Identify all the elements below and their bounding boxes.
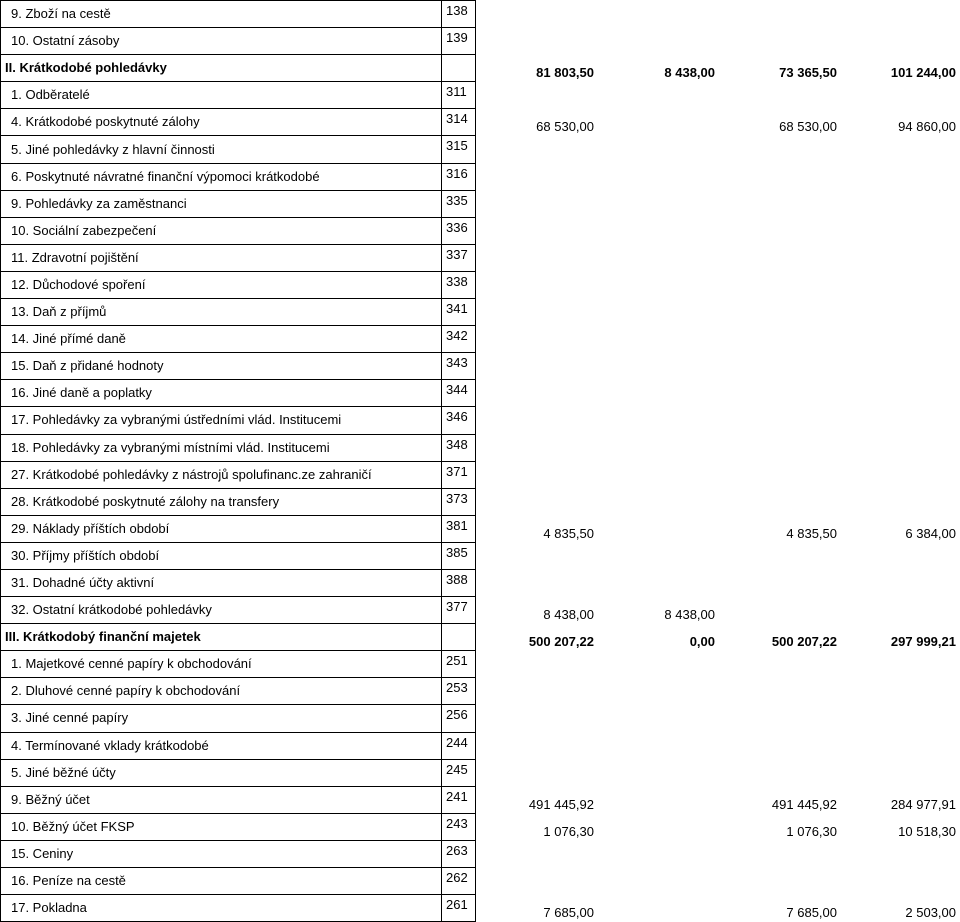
row-label: 6. Poskytnuté návratné finanční výpomoci krátkodobé — [1, 163, 442, 190]
value-net — [720, 488, 842, 515]
value-gross — [476, 136, 599, 163]
value-gross — [476, 244, 599, 271]
value-net — [720, 299, 842, 326]
table-row — [1, 651, 960, 678]
value-previous — [842, 353, 960, 380]
account-code: 315 — [442, 136, 476, 163]
table-row — [1, 868, 960, 895]
value-gross — [476, 569, 599, 596]
account-code: 245 — [442, 759, 476, 786]
table-row — [1, 678, 960, 705]
value-correction — [599, 651, 720, 678]
value-gross — [476, 542, 599, 569]
value-previous — [842, 434, 960, 461]
value-gross: 500 207,22 — [476, 624, 599, 651]
value-net — [720, 190, 842, 217]
value-previous — [842, 569, 960, 596]
row-label: 3. Jiné cenné papíry — [1, 705, 442, 732]
value-gross: 8 438,00 — [476, 597, 599, 624]
value-previous — [842, 136, 960, 163]
value-net — [720, 82, 842, 109]
row-label: 5. Jiné pohledávky z hlavní činnosti — [1, 136, 442, 163]
value-correction — [599, 380, 720, 407]
value-net — [720, 407, 842, 434]
account-code: 338 — [442, 271, 476, 298]
table-row — [1, 163, 960, 190]
value-gross — [476, 651, 599, 678]
value-correction — [599, 190, 720, 217]
value-gross — [476, 82, 599, 109]
value-net — [720, 759, 842, 786]
row-label: 13. Daň z příjmů — [1, 299, 442, 326]
value-correction — [599, 1, 720, 28]
value-correction — [599, 271, 720, 298]
value-previous — [842, 732, 960, 759]
value-correction — [599, 326, 720, 353]
table-row — [1, 353, 960, 380]
value-gross — [476, 678, 599, 705]
value-correction — [599, 569, 720, 596]
value-gross — [476, 434, 599, 461]
table-row — [1, 515, 960, 542]
value-net — [720, 271, 842, 298]
value-net — [720, 244, 842, 271]
account-code — [442, 624, 476, 651]
value-net — [720, 217, 842, 244]
value-correction — [599, 813, 720, 840]
value-net — [720, 28, 842, 55]
value-previous — [842, 299, 960, 326]
value-correction — [599, 244, 720, 271]
value-net — [720, 326, 842, 353]
value-gross: 81 803,50 — [476, 55, 599, 82]
table-row — [1, 28, 960, 55]
value-gross: 1 076,30 — [476, 813, 599, 840]
table-row — [1, 624, 960, 651]
account-code: 244 — [442, 732, 476, 759]
table-row — [1, 82, 960, 109]
value-correction: 8 438,00 — [599, 55, 720, 82]
account-code: 385 — [442, 542, 476, 569]
value-previous: 101 244,00 — [842, 55, 960, 82]
account-code: 138 — [442, 1, 476, 28]
value-correction — [599, 136, 720, 163]
value-net — [720, 434, 842, 461]
row-label: 5. Jiné běžné účty — [1, 759, 442, 786]
value-correction — [599, 705, 720, 732]
value-net — [720, 705, 842, 732]
row-label: 18. Pohledávky za vybranými místními vlád. Institucemi — [1, 434, 442, 461]
value-correction — [599, 895, 720, 922]
value-correction — [599, 515, 720, 542]
row-label: 4. Termínované vklady krátkodobé — [1, 732, 442, 759]
value-gross — [476, 326, 599, 353]
table-row — [1, 542, 960, 569]
value-gross: 7 685,00 — [476, 895, 599, 922]
value-gross — [476, 488, 599, 515]
table-row — [1, 299, 960, 326]
value-net — [720, 163, 842, 190]
row-label: 27. Krátkodobé pohledávky z nástrojů spolufinanc.ze zahraničí — [1, 461, 442, 488]
value-net — [720, 1, 842, 28]
value-previous — [842, 678, 960, 705]
table-row — [1, 461, 960, 488]
value-correction — [599, 732, 720, 759]
value-previous — [842, 461, 960, 488]
table-row — [1, 136, 960, 163]
row-label: 4. Krátkodobé poskytnuté zálohy — [1, 109, 442, 136]
row-label: 9. Pohledávky za zaměstnanci — [1, 190, 442, 217]
value-previous — [842, 651, 960, 678]
row-label: 17. Pohledávky za vybranými ústředními vlád. Institucemi — [1, 407, 442, 434]
row-label: 31. Dohadné účty aktivní — [1, 569, 442, 596]
value-previous: 10 518,30 — [842, 813, 960, 840]
table-row — [1, 380, 960, 407]
value-net — [720, 651, 842, 678]
value-previous — [842, 705, 960, 732]
value-previous — [842, 407, 960, 434]
table-row — [1, 326, 960, 353]
table-row — [1, 597, 960, 624]
value-net — [720, 678, 842, 705]
value-gross: 68 530,00 — [476, 109, 599, 136]
account-code: 256 — [442, 705, 476, 732]
value-previous — [842, 271, 960, 298]
value-gross — [476, 759, 599, 786]
value-gross — [476, 705, 599, 732]
row-label: 14. Jiné přímé daně — [1, 326, 442, 353]
account-code: 373 — [442, 488, 476, 515]
value-gross — [476, 840, 599, 867]
value-gross: 4 835,50 — [476, 515, 599, 542]
account-code: 314 — [442, 109, 476, 136]
account-code: 344 — [442, 380, 476, 407]
value-correction: 8 438,00 — [599, 597, 720, 624]
table-row — [1, 109, 960, 136]
value-net — [720, 868, 842, 895]
row-label: 32. Ostatní krátkodobé pohledávky — [1, 597, 442, 624]
value-correction — [599, 488, 720, 515]
account-code: 388 — [442, 569, 476, 596]
value-net — [720, 597, 842, 624]
value-correction — [599, 407, 720, 434]
row-label: II. Krátkodobé pohledávky — [1, 55, 442, 82]
value-correction — [599, 678, 720, 705]
value-correction — [599, 786, 720, 813]
table-row — [1, 434, 960, 461]
row-label: 15. Ceniny — [1, 840, 442, 867]
row-label: 17. Pokladna — [1, 895, 442, 922]
value-previous: 297 999,21 — [842, 624, 960, 651]
table-row — [1, 840, 960, 867]
account-code: 348 — [442, 434, 476, 461]
value-correction — [599, 163, 720, 190]
table-row — [1, 488, 960, 515]
value-net — [720, 136, 842, 163]
table-row — [1, 786, 960, 813]
value-net: 68 530,00 — [720, 109, 842, 136]
value-gross — [476, 299, 599, 326]
account-code: 371 — [442, 461, 476, 488]
value-gross — [476, 217, 599, 244]
row-label: 9. Zboží na cestě — [1, 1, 442, 28]
value-net — [720, 732, 842, 759]
value-correction — [599, 840, 720, 867]
value-previous — [842, 217, 960, 244]
value-previous — [842, 380, 960, 407]
table-row — [1, 569, 960, 596]
value-gross — [476, 271, 599, 298]
table-row — [1, 244, 960, 271]
row-label: 10. Běžný účet FKSP — [1, 813, 442, 840]
row-label: 12. Důchodové spoření — [1, 271, 442, 298]
row-label: 1. Odběratelé — [1, 82, 442, 109]
value-net: 7 685,00 — [720, 895, 842, 922]
table-row — [1, 407, 960, 434]
value-previous — [842, 597, 960, 624]
account-code: 261 — [442, 895, 476, 922]
value-previous — [842, 326, 960, 353]
row-label: 16. Peníze na cestě — [1, 868, 442, 895]
table-row — [1, 895, 960, 922]
account-code: 341 — [442, 299, 476, 326]
row-label: 16. Jiné daně a poplatky — [1, 380, 442, 407]
row-label: 2. Dluhové cenné papíry k obchodování — [1, 678, 442, 705]
value-gross — [476, 353, 599, 380]
account-code: 253 — [442, 678, 476, 705]
table-row — [1, 759, 960, 786]
value-correction — [599, 759, 720, 786]
value-gross — [476, 163, 599, 190]
value-previous — [842, 759, 960, 786]
table-row — [1, 732, 960, 759]
account-code: 381 — [442, 515, 476, 542]
table-row — [1, 271, 960, 298]
value-correction — [599, 542, 720, 569]
value-gross — [476, 868, 599, 895]
value-correction — [599, 28, 720, 55]
value-correction — [599, 217, 720, 244]
value-previous — [842, 28, 960, 55]
value-net: 1 076,30 — [720, 813, 842, 840]
table-row — [1, 190, 960, 217]
row-label: III. Krátkodobý finanční majetek — [1, 624, 442, 651]
account-code: 346 — [442, 407, 476, 434]
value-correction — [599, 109, 720, 136]
account-code: 316 — [442, 163, 476, 190]
row-label: 29. Náklady příštích období — [1, 515, 442, 542]
value-previous: 284 977,91 — [842, 786, 960, 813]
value-previous: 94 860,00 — [842, 109, 960, 136]
value-correction — [599, 461, 720, 488]
value-correction — [599, 82, 720, 109]
account-code: 343 — [442, 353, 476, 380]
value-net: 500 207,22 — [720, 624, 842, 651]
table-row — [1, 217, 960, 244]
balance-sheet-body — [1, 1, 960, 922]
value-net: 491 445,92 — [720, 786, 842, 813]
value-previous — [842, 244, 960, 271]
row-label: 15. Daň z přidané hodnoty — [1, 353, 442, 380]
account-code: 342 — [442, 326, 476, 353]
table-row — [1, 705, 960, 732]
value-net — [720, 542, 842, 569]
value-previous: 2 503,00 — [842, 895, 960, 922]
account-code: 262 — [442, 868, 476, 895]
value-correction — [599, 299, 720, 326]
value-gross — [476, 407, 599, 434]
account-code: 337 — [442, 244, 476, 271]
account-code — [442, 55, 476, 82]
value-previous — [842, 190, 960, 217]
value-gross — [476, 461, 599, 488]
row-label: 11. Zdravotní pojištění — [1, 244, 442, 271]
value-correction — [599, 434, 720, 461]
value-correction — [599, 868, 720, 895]
row-label: 1. Majetkové cenné papíry k obchodování — [1, 651, 442, 678]
account-code: 336 — [442, 217, 476, 244]
account-code: 241 — [442, 786, 476, 813]
value-gross — [476, 380, 599, 407]
value-gross — [476, 1, 599, 28]
value-gross — [476, 732, 599, 759]
value-correction — [599, 353, 720, 380]
row-label: 30. Příjmy příštích období — [1, 542, 442, 569]
row-label: 28. Krátkodobé poskytnuté zálohy na transfery — [1, 488, 442, 515]
account-code: 311 — [442, 82, 476, 109]
account-code: 243 — [442, 813, 476, 840]
value-net — [720, 353, 842, 380]
account-code: 139 — [442, 28, 476, 55]
value-gross — [476, 28, 599, 55]
account-code: 251 — [442, 651, 476, 678]
account-code: 335 — [442, 190, 476, 217]
value-gross — [476, 190, 599, 217]
value-previous — [842, 163, 960, 190]
table-row — [1, 813, 960, 840]
row-label: 9. Běžný účet — [1, 786, 442, 813]
value-net — [720, 569, 842, 596]
row-label: 10. Sociální zabezpečení — [1, 217, 442, 244]
account-code: 377 — [442, 597, 476, 624]
value-net: 4 835,50 — [720, 515, 842, 542]
value-previous: 6 384,00 — [842, 515, 960, 542]
value-gross: 491 445,92 — [476, 786, 599, 813]
value-correction: 0,00 — [599, 624, 720, 651]
row-label: 10. Ostatní zásoby — [1, 28, 442, 55]
account-code: 263 — [442, 840, 476, 867]
table-row — [1, 55, 960, 82]
value-previous — [842, 82, 960, 109]
value-net — [720, 461, 842, 488]
value-net — [720, 840, 842, 867]
value-previous — [842, 542, 960, 569]
value-net: 73 365,50 — [720, 55, 842, 82]
table-row — [1, 1, 960, 28]
value-previous — [842, 1, 960, 28]
value-previous — [842, 488, 960, 515]
value-previous — [842, 840, 960, 867]
value-previous — [842, 868, 960, 895]
value-net — [720, 380, 842, 407]
